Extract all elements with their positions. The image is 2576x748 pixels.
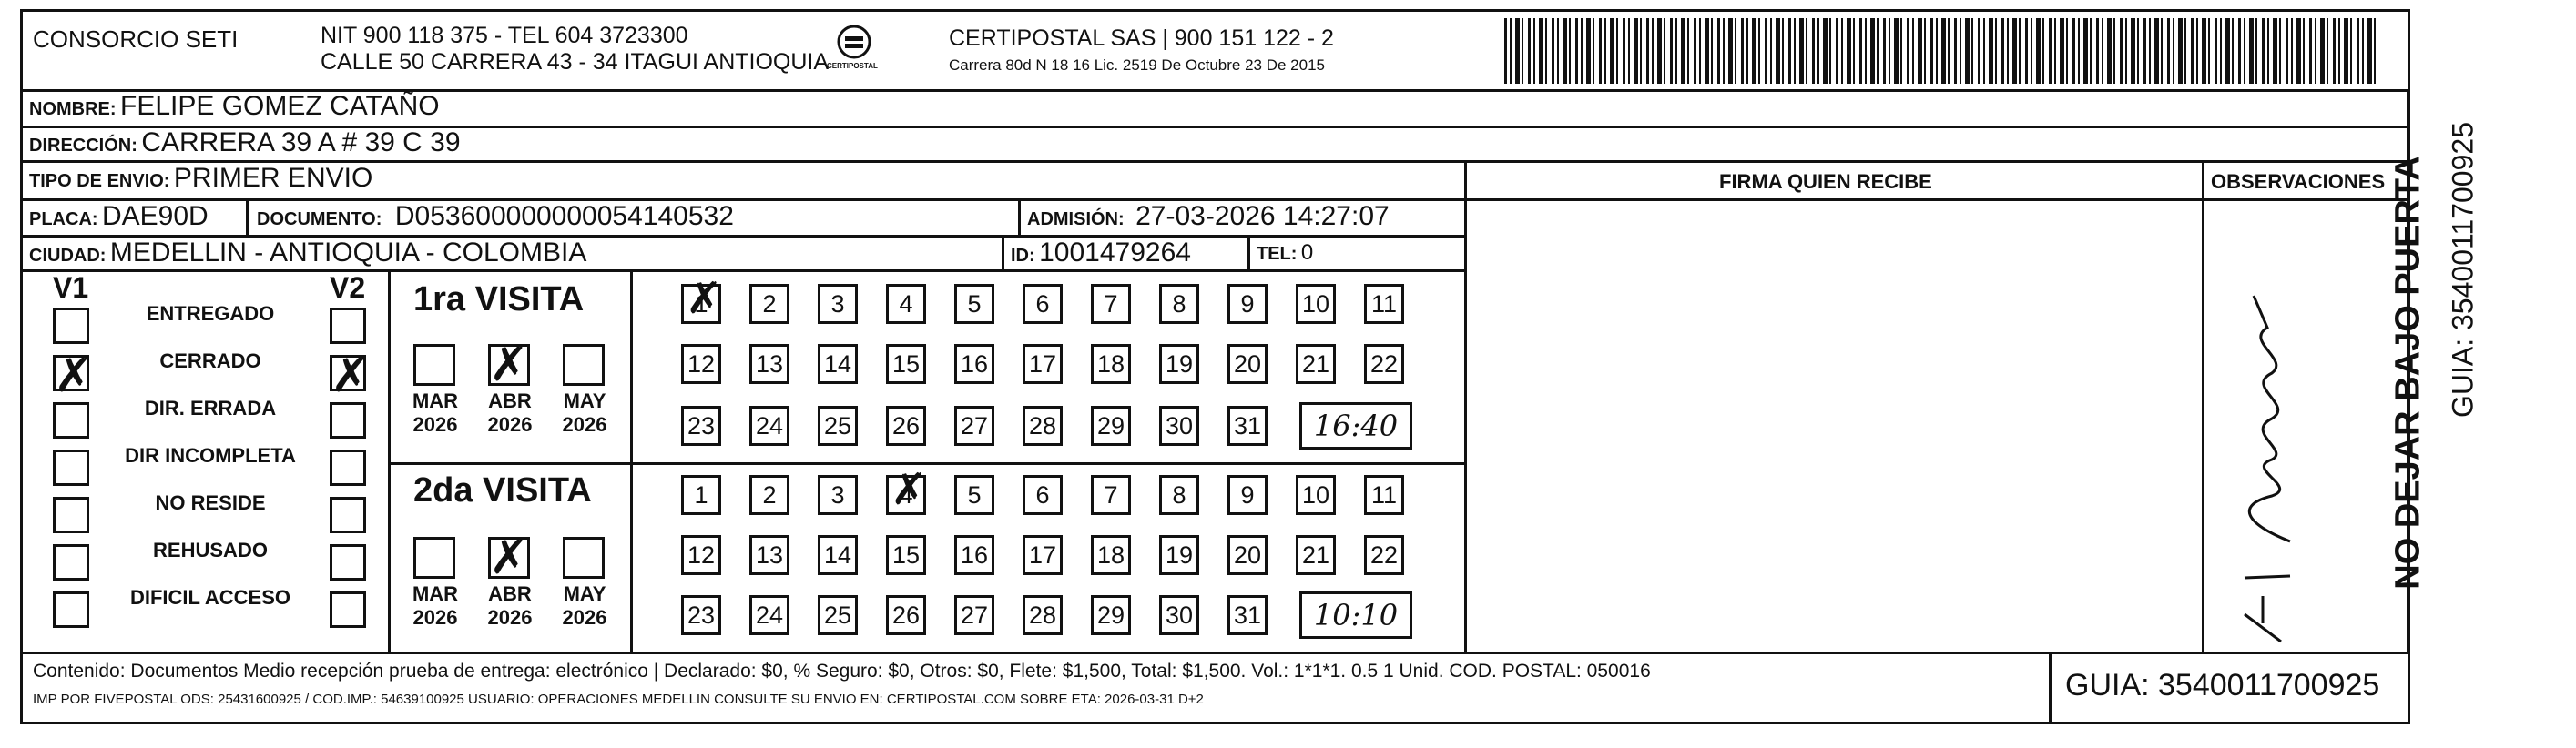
footer-guia: GUIA: 3540011700925 — [2065, 668, 2380, 703]
col-line — [1464, 160, 1467, 652]
month-checkbox[interactable] — [413, 537, 455, 579]
day-box[interactable]: 5 — [954, 284, 994, 324]
year-label: 2026 — [412, 606, 458, 629]
documento-field — [257, 201, 734, 232]
day-box[interactable]: 16 — [954, 535, 994, 575]
ciudad-field — [29, 238, 586, 268]
day-box[interactable]: 19 — [1159, 344, 1199, 384]
day-box[interactable]: 3 — [818, 475, 858, 515]
barcode — [1504, 18, 2378, 84]
tel-field — [1257, 240, 1313, 266]
carrier-logo — [827, 22, 881, 76]
day-box[interactable]: 18 — [1091, 344, 1131, 384]
col-line — [630, 269, 633, 652]
month-caption — [481, 389, 539, 437]
second-visit-title: 2da VISITA — [413, 471, 592, 510]
col-line — [388, 269, 391, 652]
v2-label: V2 — [330, 271, 366, 304]
documento-label: DOCUMENTO: — [257, 209, 382, 229]
nombre-field — [29, 91, 440, 122]
month-label: MAR — [412, 389, 459, 412]
day-box[interactable]: 1 ✗ — [681, 284, 721, 324]
v2-checkbox[interactable] — [330, 355, 366, 391]
status-label: DIR. ERRADA — [144, 397, 277, 419]
v1-checkbox[interactable] — [53, 544, 89, 581]
tel-label: TEL: — [1257, 244, 1298, 264]
day-box[interactable]: 10 — [1296, 475, 1336, 515]
v1-checkbox[interactable] — [53, 308, 89, 344]
admision-label: ADMISIÓN: — [1027, 209, 1125, 229]
col-line — [1002, 235, 1004, 269]
day-box[interactable]: 19 — [1159, 535, 1199, 575]
tel-value: 0 — [1300, 240, 1314, 265]
day-box[interactable]: 11 — [1364, 475, 1404, 515]
ciudad-label: CIUDAD: — [29, 246, 107, 266]
carrier-license: Carrera 80d N 18 16 Lic. 2519 De Octubre 23 De 2015 — [949, 56, 1325, 74]
row-line — [388, 462, 1466, 465]
documento-value: D053600000000054140532 — [394, 201, 734, 231]
first-visit-title: 1ra VISITA — [413, 280, 585, 318]
admision-value: 27-03-2026 14:27:07 — [1135, 201, 1390, 231]
day-box[interactable]: 29 — [1091, 406, 1131, 446]
side-guia: GUIA: 3540011700925 — [2446, 122, 2479, 418]
day-box[interactable]: 26 — [886, 595, 926, 635]
v2-checkbox[interactable] — [330, 497, 366, 533]
v1-label: V1 — [53, 271, 89, 304]
placa-value: DAE90D — [102, 201, 209, 231]
day-box[interactable]: 28 — [1023, 595, 1063, 635]
direccion-value: CARRERA 39 A # 39 C 39 — [141, 127, 461, 157]
id-value: 1001479264 — [1039, 238, 1191, 268]
day-box[interactable]: 22 — [1364, 535, 1404, 575]
status-label: DIR INCOMPLETA — [125, 444, 296, 467]
day-box[interactable]: 21 — [1296, 344, 1336, 384]
row-line — [20, 160, 2410, 163]
day-box[interactable]: 8 — [1159, 475, 1199, 515]
day-box[interactable]: 3 — [818, 284, 858, 324]
month-label: ABR — [488, 582, 532, 605]
day-box[interactable]: 4 — [886, 284, 926, 324]
v1-checkbox[interactable] — [53, 497, 89, 533]
footer-imp: IMP POR FIVEPOSTAL ODS: 25431600925 / COD.IMP.: 54639100925 USUARIO: OPERACIONES MEDELLIN CONSULTE SU ENVIO EN: CERTIPOSTAL.COM SOBRE ETA: 2026-03-31 D+2 — [33, 692, 1204, 707]
year-label: 2026 — [487, 413, 533, 436]
day-box[interactable]: 17 — [1023, 344, 1063, 384]
month-label: MAR — [412, 582, 459, 605]
day-box[interactable]: 17 — [1023, 535, 1063, 575]
col-line — [2202, 160, 2204, 652]
v1-checkbox[interactable] — [53, 591, 89, 628]
status-label: CERRADO — [159, 349, 261, 372]
status-label: ENTREGADO — [146, 302, 275, 325]
day-box[interactable]: 15 — [886, 535, 926, 575]
tipo-envio-field — [29, 163, 372, 194]
month-checkbox[interactable] — [488, 344, 530, 386]
day-box[interactable]: 8 — [1159, 284, 1199, 324]
signature-drawing — [2226, 268, 2308, 651]
day-box[interactable]: 27 — [954, 595, 994, 635]
id-label: ID: — [1011, 246, 1035, 266]
day-box[interactable]: 25 — [818, 406, 858, 446]
col-line — [246, 198, 249, 235]
month-label: MAY — [563, 582, 606, 605]
day-box[interactable]: 30 — [1159, 595, 1199, 635]
logo-text: CERTIPOSTAL — [827, 62, 878, 70]
placa-field — [29, 201, 209, 232]
month-caption — [406, 389, 464, 437]
v2-checkbox[interactable] — [330, 308, 366, 344]
day-box[interactable]: 31 — [1227, 406, 1268, 446]
day-box[interactable]: 14 — [818, 344, 858, 384]
day-box[interactable]: 7 — [1091, 284, 1131, 324]
day-box[interactable]: 10 — [1296, 284, 1336, 324]
day-box[interactable]: 26 — [886, 406, 926, 446]
day-box[interactable]: 31 — [1227, 595, 1268, 635]
day-box[interactable]: 20 — [1227, 344, 1268, 384]
direccion-label: DIRECCIÓN: — [29, 136, 137, 156]
signature — [2226, 268, 2308, 651]
tipo-label: TIPO DE ENVIO: — [29, 171, 170, 191]
day-box[interactable]: 9 — [1227, 284, 1268, 324]
visit-time-box: 16:40 — [1299, 402, 1412, 450]
v1-checkbox[interactable] — [53, 355, 89, 391]
v1-checkbox[interactable] — [53, 450, 89, 486]
day-box[interactable]: 7 — [1091, 475, 1131, 515]
nombre-value: FELIPE GOMEZ CATAÑO — [120, 91, 440, 121]
col-line — [1247, 235, 1250, 269]
v2-checkbox[interactable] — [330, 450, 366, 486]
observaciones-header: OBSERVACIONES — [2211, 170, 2386, 193]
day-box[interactable]: 15 — [886, 344, 926, 384]
day-box[interactable]: 13 — [749, 535, 789, 575]
year-label: 2026 — [487, 606, 533, 629]
day-box[interactable]: 6 — [1023, 475, 1063, 515]
company-nit: NIT 900 118 375 - TEL 604 3723300 — [321, 23, 688, 48]
no-dejar-bajo-puerta: NO DEJAR BAJO PUERTA — [2388, 156, 2428, 590]
month-caption — [555, 582, 614, 630]
carrier-name: CERTIPOSTAL SAS | 900 151 122 - 2 — [949, 25, 1334, 51]
month-checkbox[interactable] — [488, 537, 530, 579]
ciudad-value: MEDELLIN - ANTIOQUIA - COLOMBIA — [109, 238, 587, 268]
status-label: DIFICIL ACCESO — [129, 586, 290, 609]
month-checkbox[interactable] — [413, 344, 455, 386]
month-checkbox[interactable] — [563, 344, 605, 386]
row-line — [20, 652, 2410, 654]
month-label: ABR — [488, 389, 532, 412]
v2-checkbox[interactable] — [330, 402, 366, 439]
day-box[interactable]: 11 — [1364, 284, 1404, 324]
visit-time-box: 10:10 — [1299, 591, 1412, 639]
col-line — [1018, 198, 1021, 235]
month-checkbox[interactable] — [563, 537, 605, 579]
day-box[interactable]: 2 — [749, 284, 789, 324]
day-box[interactable]: 29 — [1091, 595, 1131, 635]
row-line — [20, 269, 1466, 272]
status-label: REHUSADO — [153, 539, 268, 561]
day-box[interactable]: 30 — [1159, 406, 1199, 446]
direccion-field — [29, 127, 461, 158]
day-box[interactable]: 21 — [1296, 535, 1336, 575]
day-box[interactable]: 6 — [1023, 284, 1063, 324]
day-box[interactable]: 12 — [681, 344, 721, 384]
id-field — [1011, 238, 1191, 268]
day-box[interactable]: 24 — [749, 595, 789, 635]
day-box[interactable]: 13 — [749, 344, 789, 384]
firma-header: FIRMA QUIEN RECIBE — [1719, 170, 1932, 193]
day-box[interactable]: 14 — [818, 535, 858, 575]
month-caption — [555, 389, 614, 437]
day-box[interactable]: 23 — [681, 595, 721, 635]
col-line — [2049, 652, 2052, 724]
day-box[interactable]: 22 — [1364, 344, 1404, 384]
v2-checkbox[interactable] — [330, 591, 366, 628]
day-box[interactable]: 24 — [749, 406, 789, 446]
placa-label: PLACA: — [29, 209, 98, 229]
day-box[interactable]: 4 ✗ — [886, 475, 926, 515]
day-box[interactable]: 27 — [954, 406, 994, 446]
month-label: MAY — [563, 389, 606, 412]
day-box[interactable]: 28 — [1023, 406, 1063, 446]
footer-contenido: Contenido: Documentos Medio recepción prueba de entrega: electrónico | Declarado: $0, % Seguro: $0, Otros: $0, Flete: $1,500, Total: $1,500. Vol.: 1*1*1. 0.5 1 Unid. COD. POSTAL: 050016 — [33, 661, 1651, 682]
v1-checkbox[interactable] — [53, 402, 89, 439]
company-name: CONSORCIO SETI — [33, 25, 239, 53]
admision-field — [1027, 201, 1390, 232]
day-box[interactable]: 23 — [681, 406, 721, 446]
day-box[interactable]: 18 — [1091, 535, 1131, 575]
year-label: 2026 — [562, 606, 607, 629]
month-caption — [406, 582, 464, 630]
day-box[interactable]: 9 — [1227, 475, 1268, 515]
day-box[interactable]: 2 — [749, 475, 789, 515]
year-label: 2026 — [562, 413, 607, 436]
day-box[interactable]: 5 — [954, 475, 994, 515]
day-box[interactable]: 1 — [681, 475, 721, 515]
v2-checkbox[interactable] — [330, 544, 366, 581]
company-address: CALLE 50 CARRERA 43 - 34 ITAGUI ANTIOQUIA — [321, 49, 830, 75]
day-box[interactable]: 16 — [954, 344, 994, 384]
day-box[interactable]: 20 — [1227, 535, 1268, 575]
nombre-label: NOMBRE: — [29, 99, 117, 119]
day-box[interactable]: 25 — [818, 595, 858, 635]
month-caption — [481, 582, 539, 630]
year-label: 2026 — [412, 413, 458, 436]
tipo-value: PRIMER ENVIO — [173, 163, 373, 193]
day-box[interactable]: 12 — [681, 535, 721, 575]
status-label: NO RESIDE — [155, 491, 266, 514]
